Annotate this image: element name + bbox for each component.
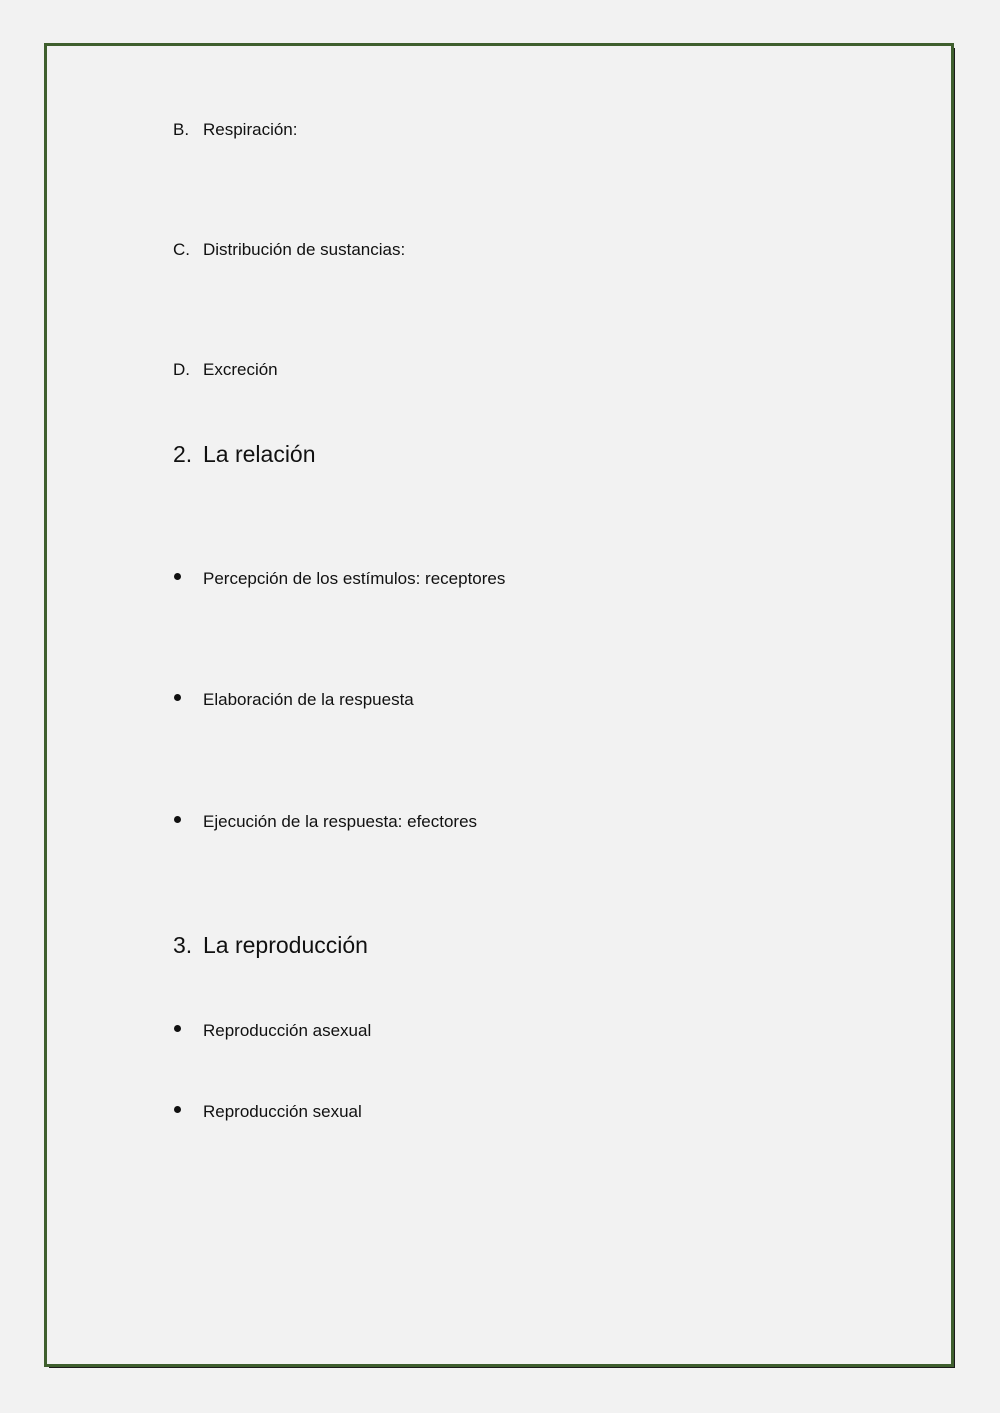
bullet-item-percepcion bbox=[173, 569, 505, 589]
lettered-item-b bbox=[173, 120, 298, 140]
item-text: Respiración: bbox=[203, 120, 298, 139]
bullet-item-elaboracion bbox=[173, 690, 414, 710]
bullet-text: Reproducción asexual bbox=[203, 1021, 372, 1040]
bullet-text: Percepción de los estímulos: receptores bbox=[203, 569, 506, 588]
bullet-item-asexual bbox=[173, 1021, 371, 1041]
lettered-item-c bbox=[173, 240, 405, 260]
item-marker: C. bbox=[173, 240, 190, 259]
bullet-text: Ejecución de la respuesta: efectores bbox=[203, 812, 478, 831]
heading-number: 3. bbox=[173, 932, 193, 958]
heading-number: 2. bbox=[173, 441, 193, 467]
item-marker: D. bbox=[173, 360, 190, 379]
bullet-text: Elaboración de la respuesta bbox=[203, 690, 414, 709]
heading-text: La reproducción bbox=[203, 932, 368, 958]
bullet-item-sexual bbox=[173, 1102, 362, 1122]
item-text: Excreción bbox=[203, 360, 278, 379]
bullet-item-ejecucion bbox=[173, 812, 477, 832]
item-marker: B. bbox=[173, 120, 190, 139]
heading-la-reproduccion bbox=[173, 932, 368, 959]
bullet-text: Reproducción sexual bbox=[203, 1102, 362, 1121]
item-text: Distribución de sustancias: bbox=[203, 240, 406, 259]
heading-text: La relación bbox=[203, 441, 316, 467]
heading-la-relacion bbox=[173, 441, 316, 468]
lettered-item-d bbox=[173, 360, 278, 380]
